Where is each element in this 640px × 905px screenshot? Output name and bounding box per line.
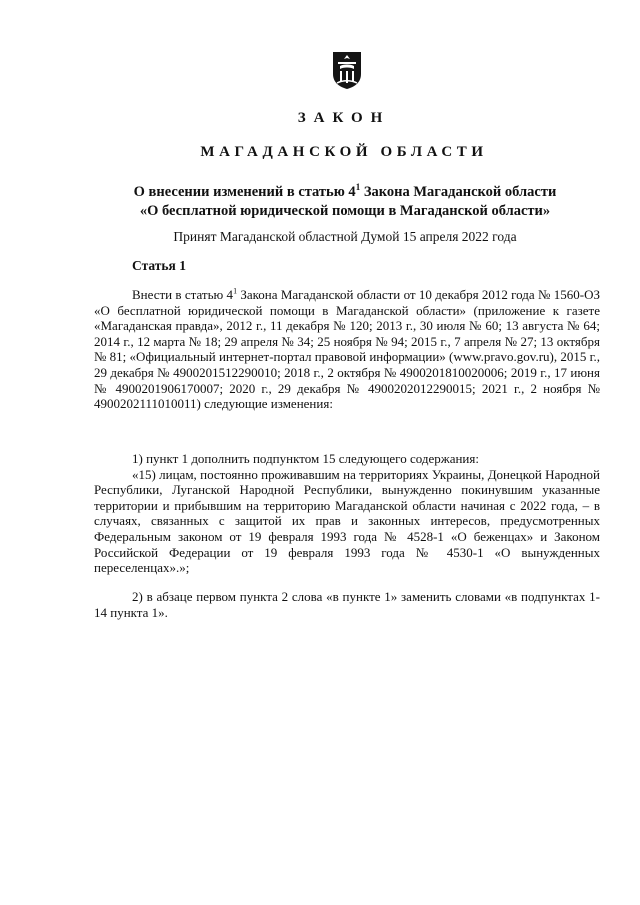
amendment-item-2 xyxy=(94,589,600,620)
law-title-line-2: «О бесплатной юридической помощи в Магаданской области» xyxy=(139,202,551,219)
law-title-line-1: О внесении изменений в статью $4^1$ Закона Магаданской области xyxy=(133,182,557,200)
amendment-item-2-text: 2) в абзаце первом пункта 2 слова «в пункте 1» заменить словами «в подпунктах 1-14 пункта 1». xyxy=(94,589,600,620)
amendment-item-1-text: 1) пункт 1 дополнить подпунктом 15 следующего содержания: xyxy=(132,451,479,466)
amendment-item-1-quote: «15) лицам, постоянно проживавшим на территориях Украины, Донецкой Народной Республики, Луганской Народной Республики, вынужденно покинувшим указанные территории и прибывшим на территорию Магаданской области начиная с 2022 года, – в случаях, связанных с защитой их прав и законных интересов, предусмотренных Федеральным законом от 19 февраля 1993 года № 4528-1 «О беженцах» и Законом Российской Федерации от 19 февраля 1993 года № 4530-1 «О вынужденных переселенцах».»; xyxy=(94,466,600,576)
article-heading: Статья 1 xyxy=(132,258,186,273)
region-name: МАГАДАНСКОЙ ОБЛАСТИ xyxy=(200,144,488,160)
law-title xyxy=(90,178,600,221)
amendment-item-1 xyxy=(94,451,600,576)
article-intro-paragraph: Внести в статью $4^1$ Закона Магаданской области от 10 декабря 2012 года № 1560-ОЗ «О бесплатной юридической помощи в Магаданской области» (приложение к газете «Магаданская правда», 2012 г., 11 декабря № 120; 2013 г., 30 июля № 60; 13 августа № 64; 2014 г., 12 марта № 18; 29 апреля № 34; 25 ноября № 94; 2015 г., 7 апреля № 27; 13 октября № 81; «Официальный интернет-портал правовой информации» (www.pravo.gov.ru), 2015 г., 29 декабря № 4900201512290010; 2018 г., 2 октября № 4900201810020006; 2019 г., 17 июня № 4900201906170007; 2020 г., 29 декабря № 4900202012290015; 2021 г., 2 ноября № 4900202111010011) следующие изменения: xyxy=(94,286,600,412)
document-type: ЗАКОН xyxy=(297,110,391,126)
coat-of-arms-icon xyxy=(331,50,363,90)
article-intro xyxy=(94,287,600,412)
adoption-note: Принят Магаданской областной Думой 15 апреля 2022 года xyxy=(173,229,517,244)
